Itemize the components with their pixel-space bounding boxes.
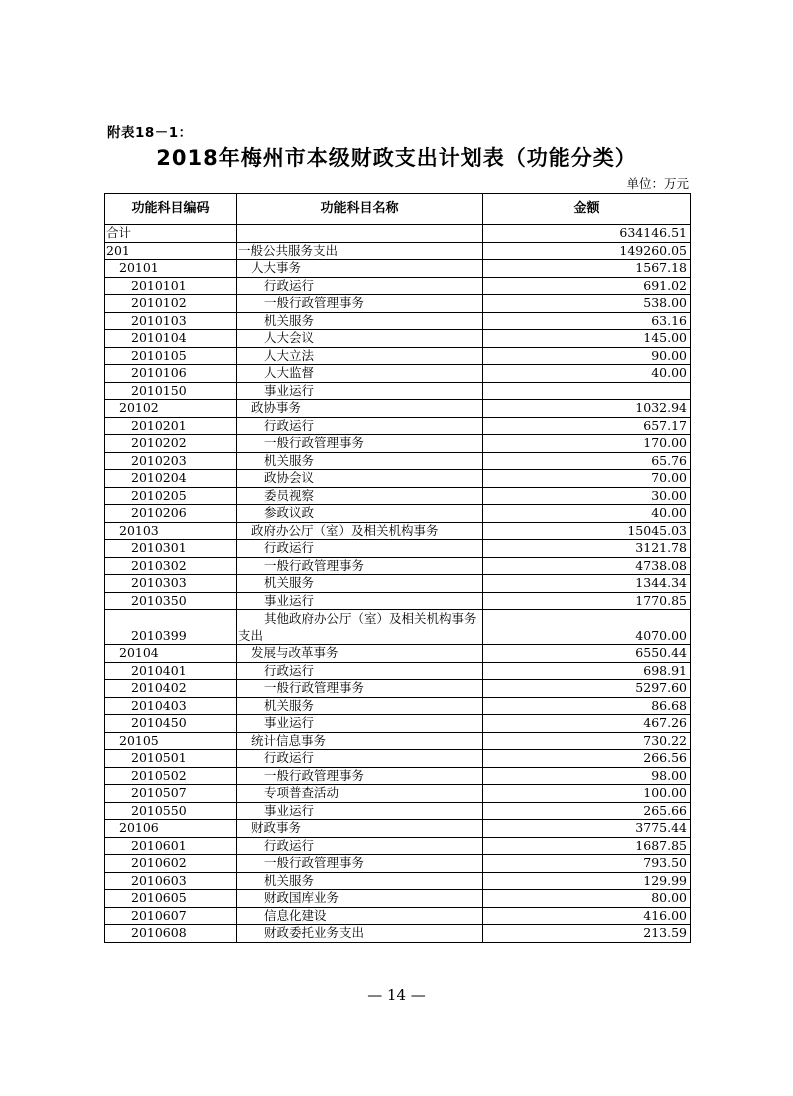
amount: 86.68 [483,697,691,715]
account-name: 机关服务 [237,312,483,330]
account-name: 事业运行 [237,592,483,610]
table-row [105,540,691,558]
amount: 1344.34 [483,575,691,593]
account-name: 一般行政管理事务 [237,767,483,785]
account-code: 2010105 [105,347,237,365]
account-name: 政府办公厅（室）及相关机构事务 [237,522,483,540]
amount: 634146.51 [483,225,691,243]
amount: 30.00 [483,487,691,505]
amount: 266.56 [483,750,691,768]
table-row [105,522,691,540]
table-row [105,610,691,645]
table-row [105,715,691,733]
account-code: 20101 [105,260,237,278]
account-name: 一般行政管理事务 [237,855,483,873]
account-name: 财政国库业务 [237,890,483,908]
amount: 70.00 [483,470,691,488]
table-row [105,925,691,943]
table-row [105,697,691,715]
table-row [105,907,691,925]
amount: 1032.94 [483,400,691,418]
table-row [105,295,691,313]
amount: 4070.00 [483,610,691,645]
account-code: 2010403 [105,697,237,715]
amount: 1770.85 [483,592,691,610]
amount: 129.99 [483,872,691,890]
table-row [105,277,691,295]
account-name: 发展与改革事务 [237,645,483,663]
account-code: 2010303 [105,575,237,593]
table-row [105,750,691,768]
account-name: 一般行政管理事务 [237,557,483,575]
unit-label: 单位：万元 [626,176,689,191]
table-row [105,855,691,873]
account-name: 参政议政 [237,505,483,523]
account-code: 2010104 [105,330,237,348]
amount: 730.22 [483,732,691,750]
account-code: 2010602 [105,855,237,873]
table-body [105,225,691,943]
account-code: 2010608 [105,925,237,943]
account-code: 2010204 [105,470,237,488]
account-name: 人大监督 [237,365,483,383]
amount: 5297.60 [483,680,691,698]
column-header-code: 功能科目编码 [105,194,237,225]
account-code: 2010102 [105,295,237,313]
account-name: 行政运行 [237,277,483,295]
amount: 3775.44 [483,820,691,838]
table-row [105,382,691,400]
account-name: 信息化建设 [237,907,483,925]
table-row [105,575,691,593]
page-title: 2018年梅州市本级财政支出计划表（功能分类） [156,146,637,170]
account-code: 20104 [105,645,237,663]
account-name: 一般行政管理事务 [237,680,483,698]
account-code: 2010603 [105,872,237,890]
table-row [105,487,691,505]
amount: 793.50 [483,855,691,873]
table-row [105,837,691,855]
amount: 90.00 [483,347,691,365]
account-code: 2010507 [105,785,237,803]
account-name: 机关服务 [237,872,483,890]
table-row [105,242,691,260]
account-code: 2010203 [105,452,237,470]
amount: 80.00 [483,890,691,908]
table-row [105,505,691,523]
account-name: 行政运行 [237,837,483,855]
account-name: 行政运行 [237,540,483,558]
amount: 265.66 [483,802,691,820]
table-row [105,557,691,575]
account-name: 一般行政管理事务 [237,295,483,313]
account-code: 2010103 [105,312,237,330]
table-row [105,312,691,330]
amount: 538.00 [483,295,691,313]
account-name: 行政运行 [237,417,483,435]
table-row [105,802,691,820]
account-code: 2010206 [105,505,237,523]
account-code: 2010106 [105,365,237,383]
table-row [105,452,691,470]
account-code: 2010550 [105,802,237,820]
account-name: 其他政府办公厅（室）及相关机构事务支出 [237,610,483,645]
amount: 40.00 [483,365,691,383]
account-name: 机关服务 [237,452,483,470]
attachment-label: 附表18－1： [107,125,193,141]
amount [483,382,691,400]
table-row [105,890,691,908]
account-name: 财政委托业务支出 [237,925,483,943]
amount: 170.00 [483,435,691,453]
account-code: 20102 [105,400,237,418]
table-row [105,767,691,785]
amount: 213.59 [483,925,691,943]
amount: 40.00 [483,505,691,523]
account-name: 委员视察 [237,487,483,505]
table-row [105,680,691,698]
amount: 15045.03 [483,522,691,540]
account-code: 2010302 [105,557,237,575]
table-row [105,225,691,243]
account-code: 2010205 [105,487,237,505]
account-code: 2010150 [105,382,237,400]
amount: 65.76 [483,452,691,470]
account-name: 政协会议 [237,470,483,488]
account-code: 2010607 [105,907,237,925]
account-code: 2010502 [105,767,237,785]
account-code: 合计 [105,225,237,243]
account-code: 2010501 [105,750,237,768]
account-code: 20103 [105,522,237,540]
account-name: 事业运行 [237,715,483,733]
account-code: 20106 [105,820,237,838]
amount: 691.02 [483,277,691,295]
amount: 467.26 [483,715,691,733]
account-code: 2010399 [105,610,237,645]
account-name: 事业运行 [237,802,483,820]
table-row [105,417,691,435]
expenditure-table [104,193,691,943]
account-name [237,225,483,243]
table-row [105,872,691,890]
amount: 145.00 [483,330,691,348]
account-code: 2010301 [105,540,237,558]
amount: 63.16 [483,312,691,330]
amount: 698.91 [483,662,691,680]
account-code: 20105 [105,732,237,750]
page-number: — 14 — [367,986,426,1004]
amount: 657.17 [483,417,691,435]
account-code: 2010401 [105,662,237,680]
account-name: 统计信息事务 [237,732,483,750]
table-row [105,435,691,453]
account-name: 机关服务 [237,697,483,715]
account-code: 2010402 [105,680,237,698]
account-code: 2010201 [105,417,237,435]
account-name: 一般公共服务支出 [237,242,483,260]
table-row [105,645,691,663]
table-row [105,820,691,838]
account-code: 2010601 [105,837,237,855]
table-row [105,347,691,365]
amount: 98.00 [483,767,691,785]
amount: 100.00 [483,785,691,803]
account-name: 政协事务 [237,400,483,418]
table-row [105,260,691,278]
account-code: 2010450 [105,715,237,733]
table-row [105,662,691,680]
account-name: 人大会议 [237,330,483,348]
column-header-amount: 金额 [483,194,691,225]
table-row [105,732,691,750]
amount: 1567.18 [483,260,691,278]
account-name: 事业运行 [237,382,483,400]
table-row [105,785,691,803]
table-row [105,592,691,610]
account-name: 机关服务 [237,575,483,593]
amount: 4738.08 [483,557,691,575]
amount: 149260.05 [483,242,691,260]
account-code: 201 [105,242,237,260]
account-name: 财政事务 [237,820,483,838]
account-code: 2010350 [105,592,237,610]
account-name: 人大立法 [237,347,483,365]
column-header-name: 功能科目名称 [237,194,483,225]
table-row [105,330,691,348]
amount: 416.00 [483,907,691,925]
table-header-row [105,194,691,225]
amount: 1687.85 [483,837,691,855]
account-code: 2010202 [105,435,237,453]
account-code: 2010101 [105,277,237,295]
amount: 6550.44 [483,645,691,663]
account-name: 行政运行 [237,750,483,768]
table-row [105,365,691,383]
account-name: 行政运行 [237,662,483,680]
amount: 3121.78 [483,540,691,558]
table-row [105,400,691,418]
account-name: 人大事务 [237,260,483,278]
account-code: 2010605 [105,890,237,908]
table-row [105,470,691,488]
account-name: 专项普查活动 [237,785,483,803]
account-name: 一般行政管理事务 [237,435,483,453]
